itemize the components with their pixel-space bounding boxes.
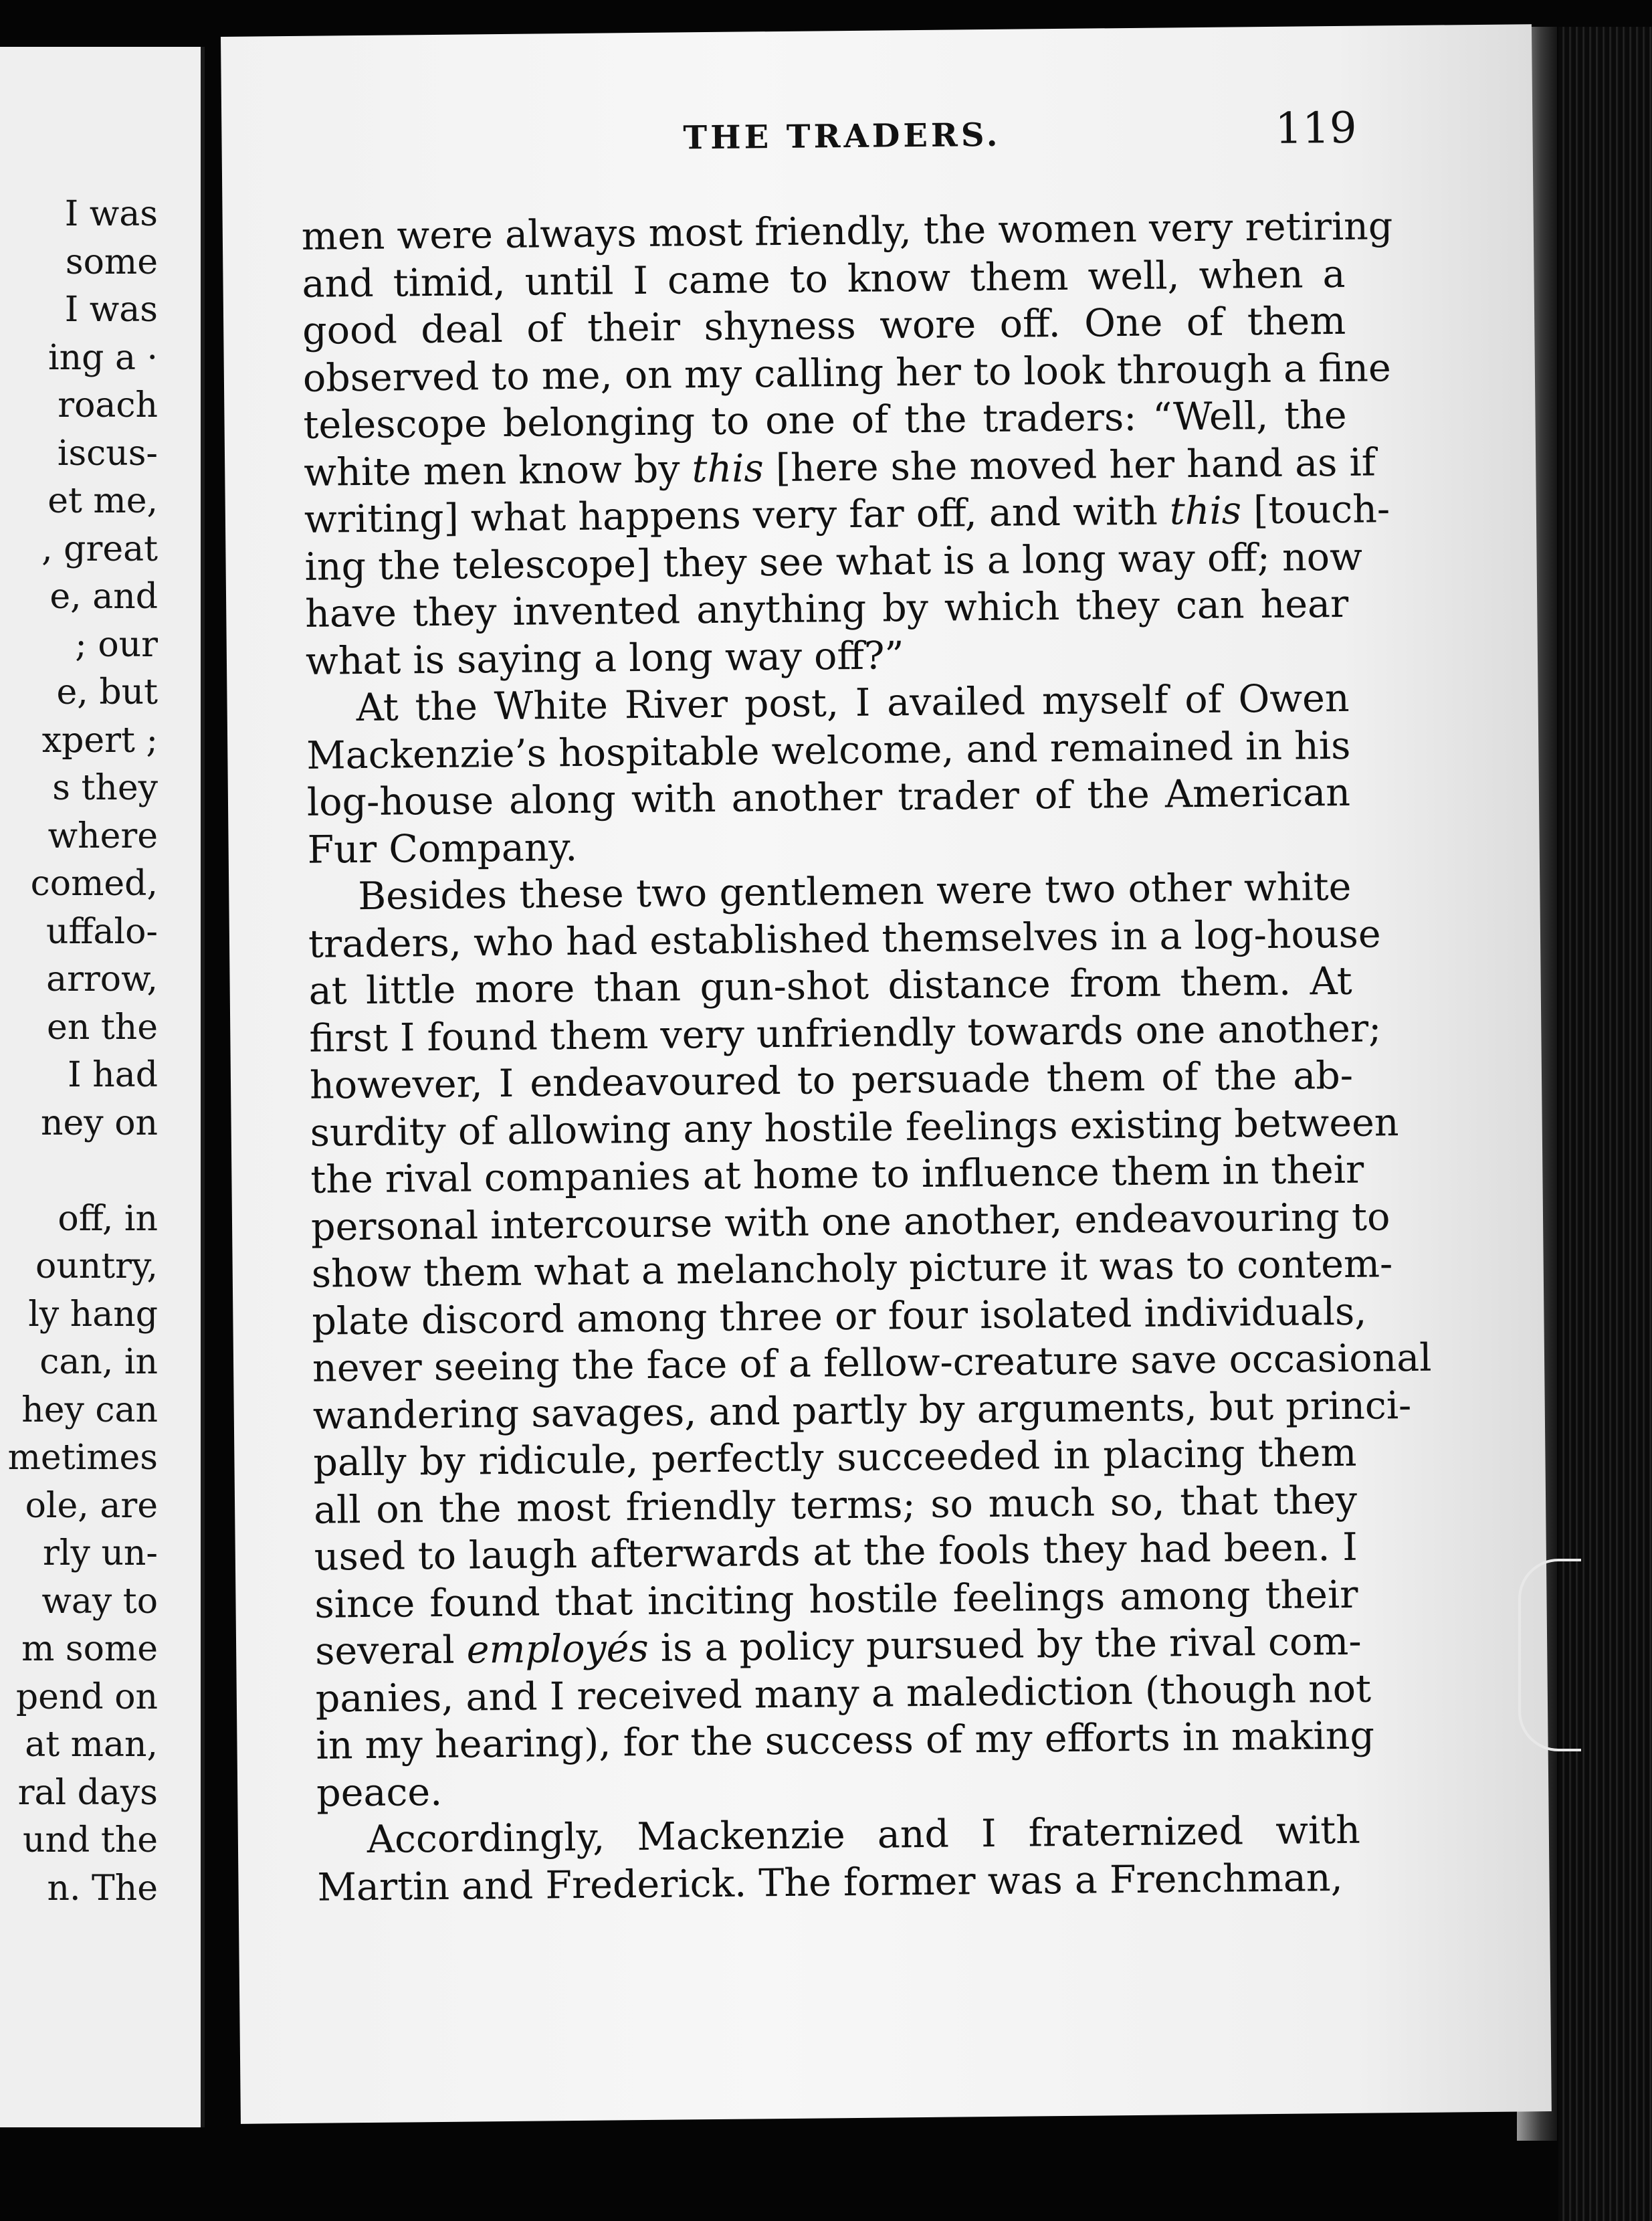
text-line: Accordingly, Mackenzie and I fraternized with bbox=[367, 1808, 1361, 1862]
left-page-line: ; our bbox=[75, 624, 158, 665]
text-line: have they invented anything by which they can hear bbox=[304, 581, 1349, 636]
text-line: used to laugh afterwards at the fools they had been. I bbox=[314, 1525, 1358, 1579]
left-page-line: arrow, bbox=[46, 959, 158, 999]
page-number: 119 bbox=[1275, 103, 1357, 154]
paragraph bbox=[306, 675, 1351, 874]
left-page-line: rly un- bbox=[43, 1533, 158, 1573]
left-page-line: ly hang bbox=[28, 1294, 158, 1335]
left-page-line: s they bbox=[52, 768, 158, 808]
text-line: first I found them very unfriendly towards one another; bbox=[309, 1005, 1382, 1061]
text-line: Fur Company. bbox=[307, 825, 578, 872]
left-page-line: ountry, bbox=[35, 1246, 158, 1286]
left-page-line: iscus- bbox=[57, 433, 158, 474]
left-page-line: uffalo- bbox=[46, 911, 158, 952]
left-page-line: n. The bbox=[47, 1868, 158, 1909]
text-line: the rival companies at home to influence them in their bbox=[310, 1147, 1364, 1202]
left-page-line: m some bbox=[21, 1629, 158, 1669]
left-page-line: where bbox=[47, 815, 158, 856]
text-line: Besides these two gentlemen were two other white bbox=[358, 864, 1352, 919]
text-line: pally by ridicule, perfectly succeeded in placing them bbox=[313, 1430, 1357, 1485]
left-page-line: way to bbox=[41, 1581, 158, 1622]
text-line: all on the most friendly terms; so much so, that they bbox=[313, 1478, 1358, 1533]
body-text bbox=[301, 203, 1432, 1911]
left-page-line: some bbox=[65, 242, 158, 282]
left-page-line: metimes bbox=[7, 1438, 158, 1478]
text-line: at little more than gun-shot distance from them. At bbox=[308, 959, 1352, 1013]
text-line: personal intercourse with one another, endeavouring to bbox=[310, 1194, 1390, 1250]
left-page-line: comed, bbox=[30, 864, 158, 904]
left-page-line: xpert ; bbox=[41, 720, 158, 761]
left-page-line: roach bbox=[58, 385, 158, 425]
text-line: white men know by this [here she moved her hand as if bbox=[303, 440, 1376, 495]
stray-ink-mark bbox=[1518, 1559, 1581, 1751]
text-line: however, I endeavoured to persuade them of the ab- bbox=[309, 1053, 1354, 1108]
text-line: surdity of allowing any hostile feelings existing between bbox=[310, 1100, 1399, 1155]
text-line: observed to me, on my calling her to look through a fine bbox=[302, 345, 1391, 401]
text-line: Martin and Frederick. The former was a Frenchman, bbox=[317, 1855, 1343, 1910]
text-line: log-house along with another trader of the American bbox=[306, 770, 1351, 825]
left-page-line: en the bbox=[47, 1007, 158, 1048]
text-line: several employés is a policy pursued by the rival com- bbox=[314, 1619, 1362, 1674]
paragraph bbox=[301, 203, 1393, 685]
text-line: men were always most friendly, the women very retiring bbox=[301, 204, 1393, 259]
text-line: writing] what happens very far off, and with this [touch- bbox=[304, 487, 1390, 542]
left-page-line: ole, are bbox=[25, 1485, 158, 1526]
previous-page-fragment bbox=[0, 47, 205, 2127]
paragraph bbox=[308, 864, 1432, 1817]
left-page-line: hey can bbox=[21, 1389, 158, 1430]
left-page-line: und the bbox=[23, 1820, 158, 1860]
text-line: At the White River post, I availed myself of Owen bbox=[356, 676, 1350, 731]
text-line: in my hearing), for the success of my efforts in making bbox=[316, 1713, 1375, 1768]
left-page-line: can, in bbox=[39, 1342, 158, 1382]
left-page-line: off, in bbox=[58, 1198, 158, 1239]
text-line: good deal of their shyness wore off. One of them bbox=[302, 298, 1346, 353]
left-page-line: I had bbox=[68, 1055, 158, 1095]
text-line: panies, and I received many a malediction (though not bbox=[315, 1666, 1372, 1721]
left-page-line: I was bbox=[64, 290, 158, 330]
text-line: what is saying a long way off?” bbox=[305, 633, 904, 684]
text-line: Mackenzie’s hospitable welcome, and remained in his bbox=[306, 723, 1351, 778]
left-page-line: pend on bbox=[15, 1676, 158, 1717]
text-line: peace. bbox=[316, 1769, 443, 1816]
left-page-line: at man, bbox=[25, 1725, 158, 1765]
text-line: show them what a melancholy picture it was to contem- bbox=[311, 1242, 1393, 1296]
left-page-line: ing a · bbox=[48, 337, 158, 378]
left-page-line: ral days bbox=[17, 1772, 158, 1813]
left-page-line: I was bbox=[64, 194, 158, 234]
book-page bbox=[221, 24, 1552, 2124]
text-line: telescope belonging to one of the traders: “Well, the bbox=[303, 393, 1347, 448]
paragraph bbox=[317, 1807, 1361, 1911]
left-page-line: e, but bbox=[56, 672, 158, 712]
left-page-line: e, and bbox=[49, 577, 158, 617]
text-line: and timid, until I came to know them well, when a bbox=[302, 252, 1346, 306]
text-line: never seeing the face of a fellow-creature save occasional bbox=[312, 1335, 1432, 1391]
text-line: traders, who had established themselves in a log-house bbox=[308, 911, 1381, 967]
text-line: ing the telescope] they see what is a long way off; now bbox=[304, 535, 1363, 589]
left-page-line: ney on bbox=[41, 1102, 158, 1143]
left-page-line: , great bbox=[41, 528, 158, 569]
text-line: since found that inciting hostile feelings among their bbox=[314, 1572, 1358, 1627]
page-edges bbox=[1558, 27, 1652, 2221]
text-line: plate discord among three or four isolated individuals, bbox=[312, 1289, 1367, 1344]
text-line: wandering savages, and partly by arguments, but princi- bbox=[312, 1383, 1412, 1438]
running-head bbox=[221, 103, 1532, 157]
running-head-title: THE TRADERS. bbox=[683, 116, 1001, 157]
left-page-line: et me, bbox=[47, 481, 158, 521]
